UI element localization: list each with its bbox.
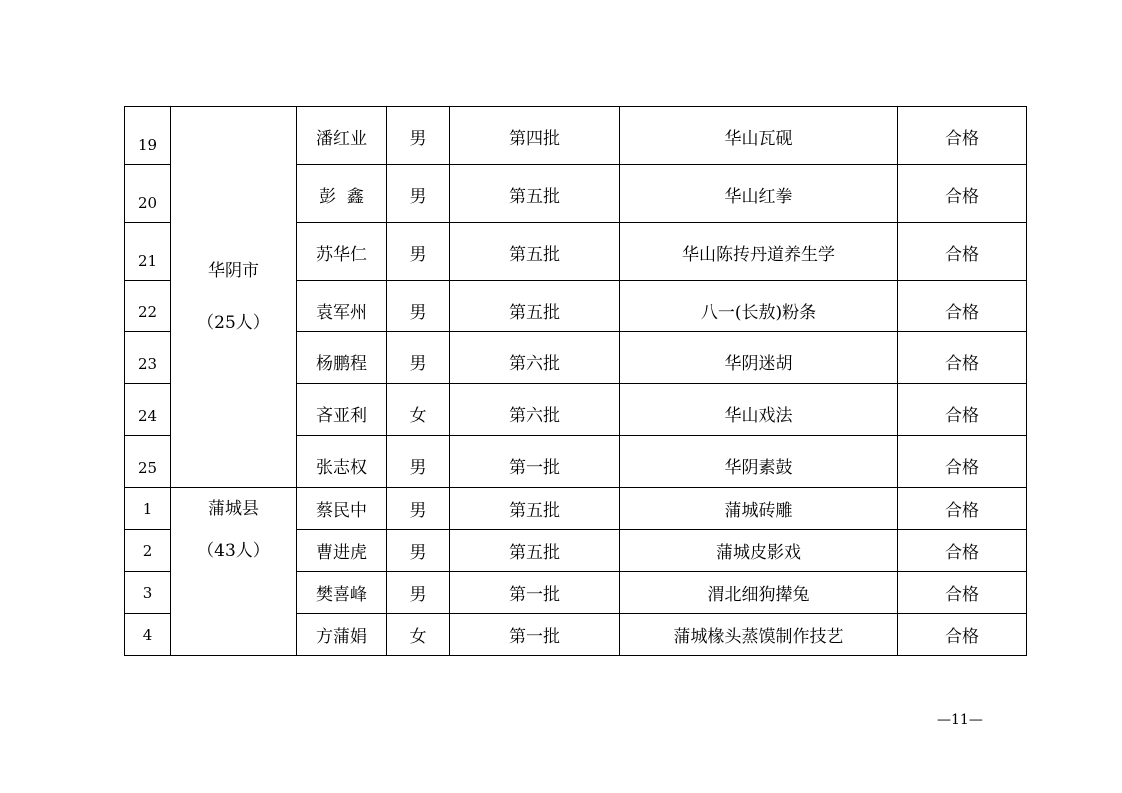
gender: 女 (387, 384, 450, 436)
project-name: 八一(长敖)粉条 (620, 281, 898, 332)
result: 合格 (898, 572, 1027, 614)
batch: 第五批 (450, 281, 620, 332)
result: 合格 (898, 332, 1027, 384)
result: 合格 (898, 436, 1027, 488)
region-name: 蒲城县 (208, 499, 259, 519)
person-name: 杨鹏程 (297, 332, 387, 384)
person-name: 方蒲娟 (297, 614, 387, 656)
batch: 第五批 (450, 488, 620, 530)
gender: 男 (387, 107, 450, 165)
row-number: 24 (125, 384, 171, 436)
project-name: 华山红拳 (620, 165, 898, 223)
person-name: 曹进虎 (297, 530, 387, 572)
batch: 第一批 (450, 436, 620, 488)
project-name: 华山瓦砚 (620, 107, 898, 165)
result: 合格 (898, 281, 1027, 332)
row-number: 3 (125, 572, 171, 614)
result: 合格 (898, 530, 1027, 572)
project-name: 蒲城皮影戏 (620, 530, 898, 572)
gender: 男 (387, 488, 450, 530)
row-number: 4 (125, 614, 171, 656)
row-number: 22 (125, 281, 171, 332)
project-name: 华山陈抟丹道养生学 (620, 223, 898, 281)
batch: 第五批 (450, 165, 620, 223)
project-name: 华山戏法 (620, 384, 898, 436)
gender: 女 (387, 614, 450, 656)
person-name: 吝亚利 (297, 384, 387, 436)
gender: 男 (387, 332, 450, 384)
page-number: —11— (937, 712, 983, 728)
person-name: 袁军州 (297, 281, 387, 332)
row-number: 19 (125, 107, 171, 165)
table-row (125, 107, 1027, 165)
batch: 第五批 (450, 223, 620, 281)
row-number: 23 (125, 332, 171, 384)
region-count: （25人） (197, 313, 270, 333)
project-name: 渭北细狗撵兔 (620, 572, 898, 614)
gender: 男 (387, 572, 450, 614)
region-count: （43人） (197, 541, 270, 561)
result: 合格 (898, 223, 1027, 281)
batch: 第六批 (450, 332, 620, 384)
row-number: 2 (125, 530, 171, 572)
result: 合格 (898, 107, 1027, 165)
project-name: 华阴素鼓 (620, 436, 898, 488)
row-number: 21 (125, 223, 171, 281)
region-cell (171, 107, 297, 488)
person-name: 蔡民中 (297, 488, 387, 530)
result: 合格 (898, 384, 1027, 436)
row-number: 25 (125, 436, 171, 488)
region-name: 华阴市 (208, 261, 259, 281)
region-cell (171, 488, 297, 656)
person-name: 樊喜峰 (297, 572, 387, 614)
result: 合格 (898, 614, 1027, 656)
batch: 第五批 (450, 530, 620, 572)
result: 合格 (898, 488, 1027, 530)
person-name: 彭 鑫 (297, 165, 387, 223)
roster-table (124, 106, 1027, 656)
row-number: 1 (125, 488, 171, 530)
project-name: 华阴迷胡 (620, 332, 898, 384)
gender: 男 (387, 436, 450, 488)
batch: 第六批 (450, 384, 620, 436)
gender: 男 (387, 281, 450, 332)
person-name: 苏华仁 (297, 223, 387, 281)
batch: 第一批 (450, 614, 620, 656)
table-row (125, 488, 1027, 530)
row-number: 20 (125, 165, 171, 223)
result: 合格 (898, 165, 1027, 223)
batch: 第一批 (450, 572, 620, 614)
project-name: 蒲城砖雕 (620, 488, 898, 530)
batch: 第四批 (450, 107, 620, 165)
person-name: 潘红业 (297, 107, 387, 165)
project-name: 蒲城椽头蒸馍制作技艺 (620, 614, 898, 656)
gender: 男 (387, 165, 450, 223)
gender: 男 (387, 223, 450, 281)
person-name: 张志权 (297, 436, 387, 488)
gender: 男 (387, 530, 450, 572)
